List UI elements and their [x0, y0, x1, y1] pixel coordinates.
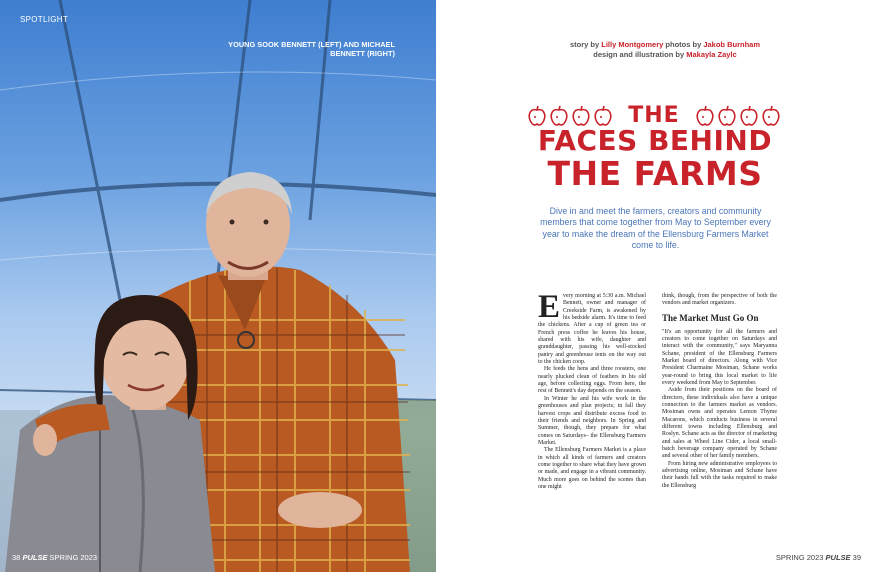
headline-line-2: FACES BEHIND [537, 124, 773, 157]
body-paragraph: From hiring new administrative employees to advertising online, Mosiman and Schane have their hands full with the tasks required to make the Ellensburg [662, 460, 777, 489]
body-paragraph: "It's an opportunity for all the farmers and creators to come together on Saturdays and interact with the community," says Maryanna Schane, president of the Ellensburg Farmers Market board of directors. Along with Vice President Charmaine Mosiman, Schane works year-round to bring this local market to life every weekend from May to September. [662, 328, 777, 386]
body-paragraph: He feeds the hens and three roosters, one nearly plucked clean of feathers in his old age, before collecting eggs. From here, the rest of Bennett's day depends on the season. [538, 366, 646, 395]
page-folio-left [12, 553, 97, 562]
body-paragraph: The Ellensburg Farmers Market is a place in which all kinds of farmers and creators come together to share what they have grown or made, and engage in a vibrant community. Much more goes on behind the scenes than one might [538, 447, 646, 490]
body-paragraph: In Winter he and his wife work in the greenhouses and plan projects; in fall they harvest crops and distribute excess food to their friends and neighbors. In Spring and Summer, though, they prepare for what comes on Saturdays– the Ellensburg Farmers Market. [538, 395, 646, 446]
cover-photo [0, 0, 436, 572]
deck-text: Dive in and meet the farmers, creators and community members that come together from May to September every year to make the dream of the Ellensburg Farmers Market come to life. [540, 206, 771, 251]
headline-line-1: THE [628, 103, 680, 128]
body-paragraph: very morning at 5:30 a.m. Michael Bennett, owner and manager of Creekside Farm, is awakened by his bedside alarm. It's time to feed the chickens. After a cup of green tea or French press coffee he leaves his house, shared with his wife, daughter and granddaughter, passing his well-stocked pantry and greenhouse tents on the way out to the chicken coop. [538, 293, 646, 366]
story-author: Lilly Montgomery [601, 40, 664, 49]
story-prefix: story by [569, 40, 602, 49]
body-paragraph: think, though, from the perspective of both the vendors and market organizers. [662, 293, 777, 307]
issue-label: SPRING 2023 [775, 553, 824, 562]
issue-label: SPRING 2023 [49, 553, 98, 562]
magazine-name: PULSE [22, 553, 48, 562]
page-number: 39 [852, 553, 861, 562]
design-prefix: design and illustration by [593, 49, 687, 59]
byline-credits [520, 40, 810, 60]
photographer: Jakob Burnham [703, 40, 761, 49]
body-column-2 [662, 293, 777, 490]
photo-caption: YOUNG SOOK BENNETT (LEFT) AND MICHAEL BENNETT (RIGHT) [228, 40, 395, 59]
section-subhead: The Market Must Go On [662, 312, 759, 323]
section-tag: SPOTLIGHT [20, 15, 69, 24]
headline-line-3: THE FARMS [547, 154, 763, 193]
designer: Makayla Zaylc [686, 49, 737, 59]
page-folio-right [776, 553, 861, 562]
magazine-name: PULSE [825, 553, 851, 562]
drop-cap: E [538, 289, 561, 325]
photo-prefix: photos by [663, 40, 704, 49]
body-column-1 [538, 289, 646, 491]
body-paragraph: Aside from their positions on the board of directors, these individuals also have a unique connection to the farmers market as vendors. Mosiman owns and operates Lemon Thyme Macarons, which conducts business in several different towns including Ellensburg and Roslyn. Schane acts as the director of marketing and sales at Wheel Line Cider, a local small-batch beverage company operated by Schane and several other of her family members. [662, 387, 777, 460]
greenhouse-portrait-illustration [0, 0, 436, 572]
page-number: 38 [12, 553, 21, 562]
